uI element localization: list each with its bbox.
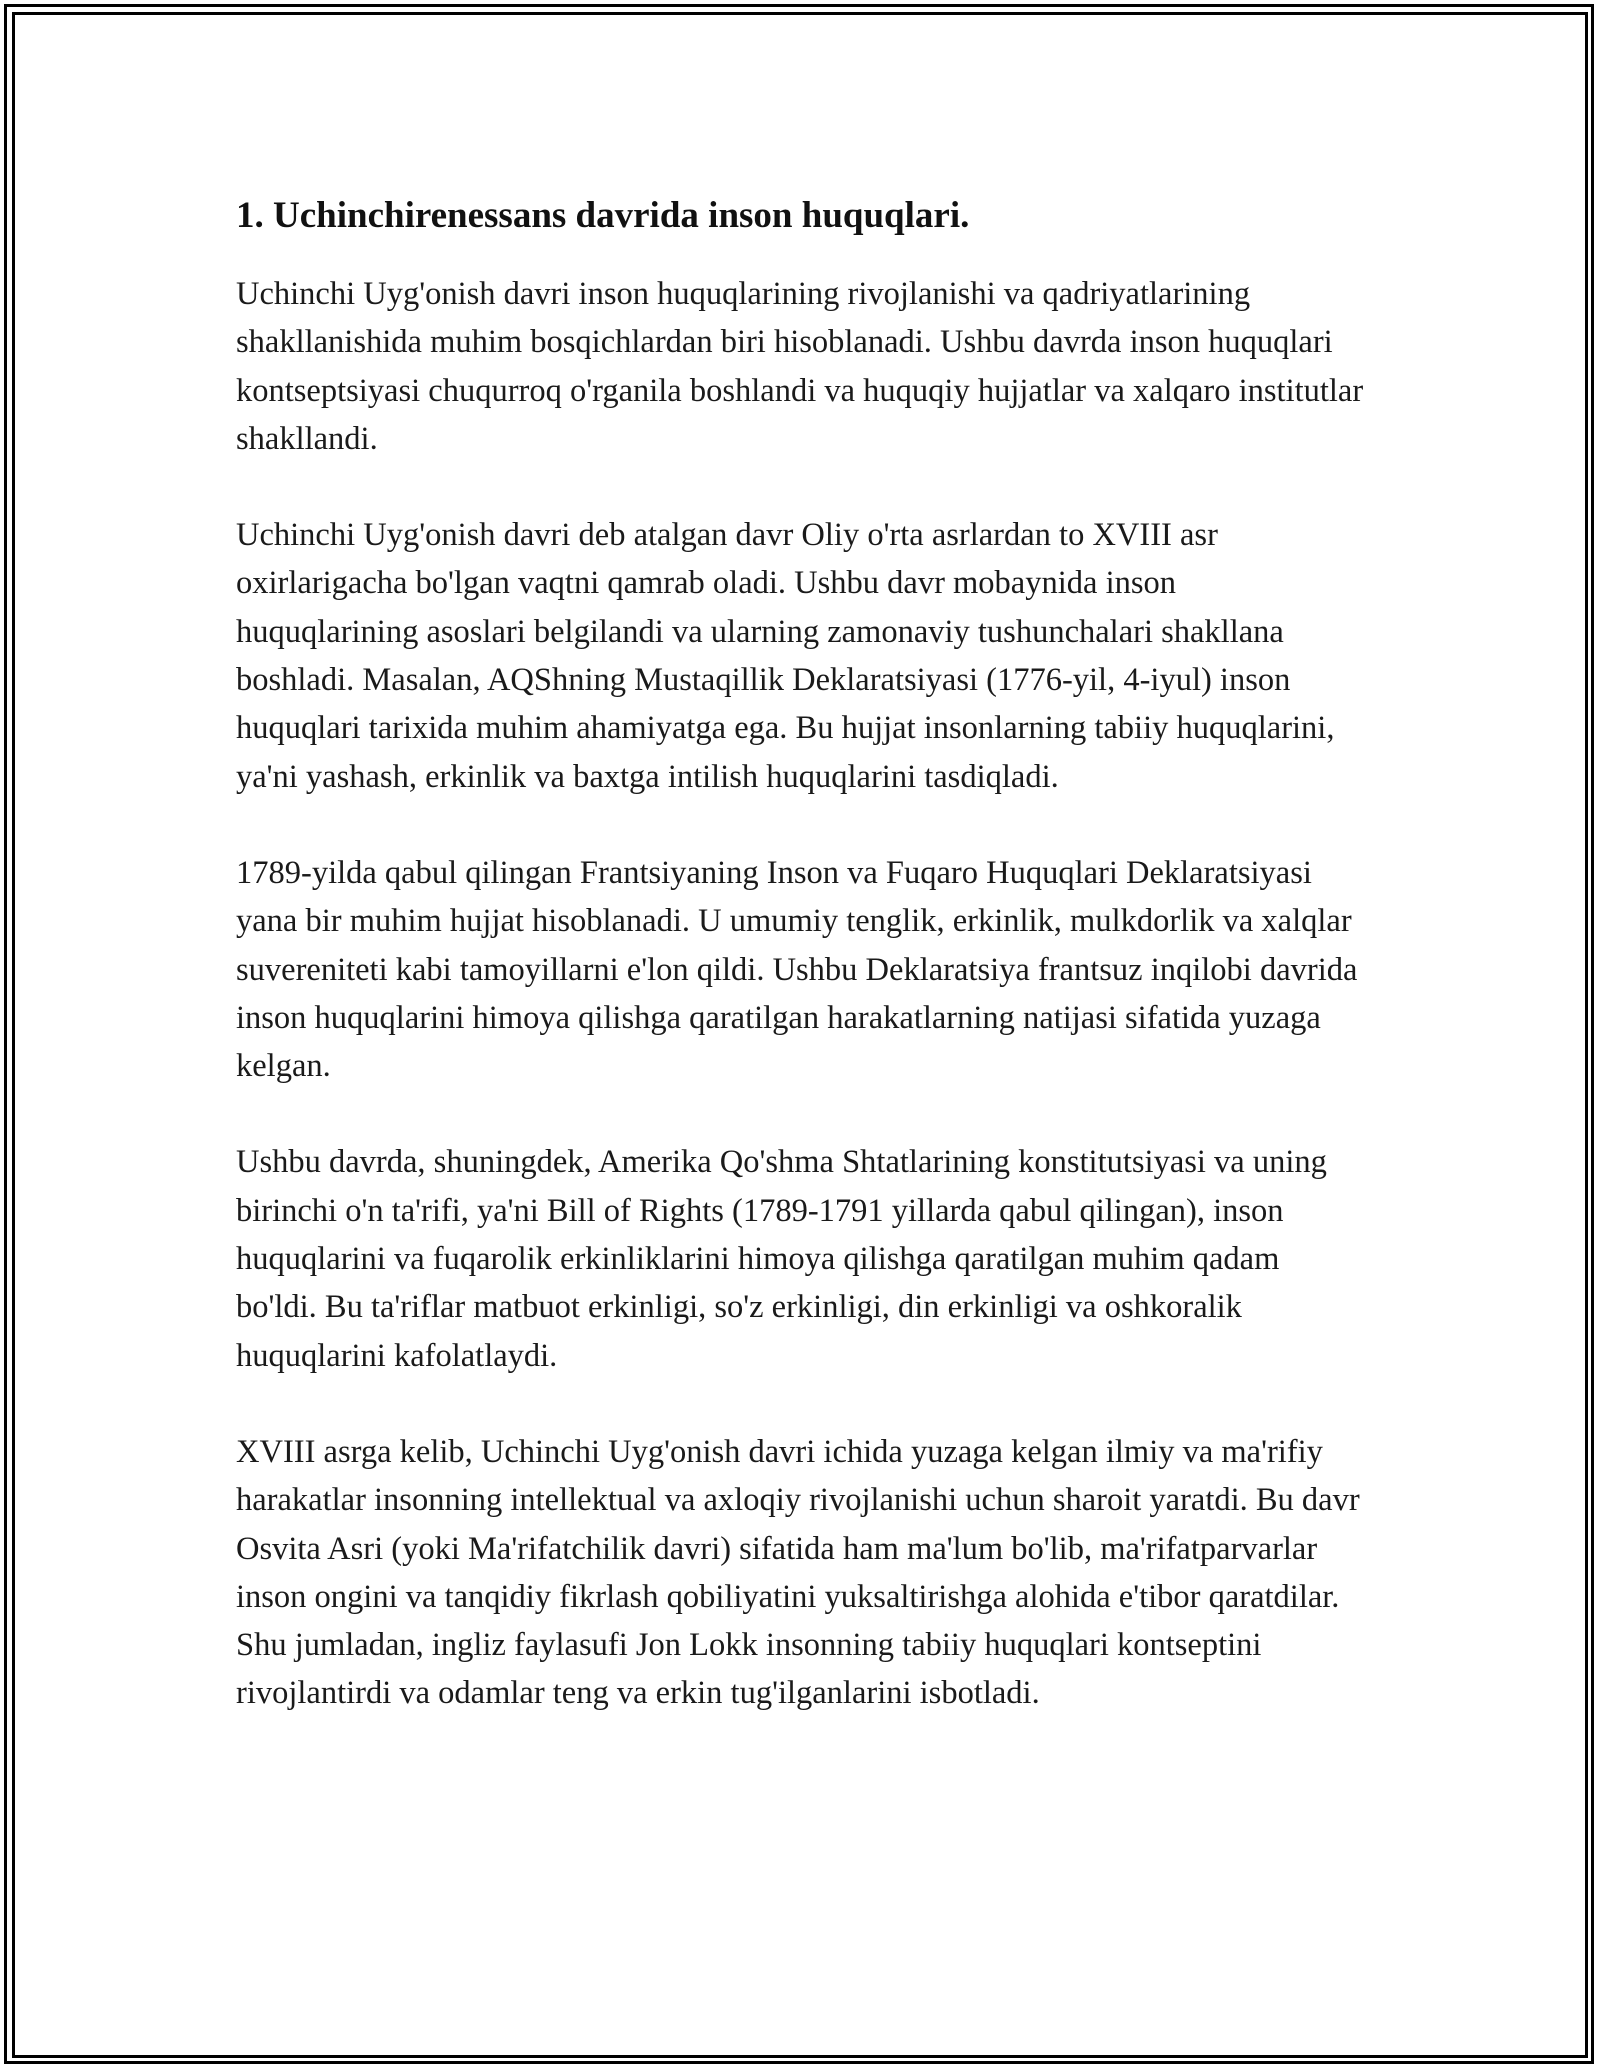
document-body xyxy=(236,188,1366,1766)
paragraph-bill-of-rights: Ushbu davrda, shuningdek, Amerika Qo'shma Shtatlarining konstitutsiyasi va uning birinchi o'n ta'rifi, ya'ni Bill of Rights (1789-1791 yillarda qabul qilingan), inson huquqlarini va fuqarolik erkinliklarini himoya qilishga qaratilgan muhim qadam bo'ldi. Bu ta'riflar matbuot erkinligi, so'z erkinligi, din erkinligi va oshkoralik huquqlarini kafolatlaydi. xyxy=(236,1144,1327,1374)
paragraph-enlightenment: XVIII asrga kelib, Uchinchi Uyg'onish davri ichida yuzaga kelgan ilmiy va ma'rifiy harakatlar insonning intellektual va axloqiy rivojlanishi uchun sharoit yaratdi. Bu davr Osvita Asri (yoki Ma'rifatchilik davri) sifatida ham ma'lum bo'lib, ma'rifatparvarlar inson ongini va tanqidiy fikrlash qobiliyatini yuksaltirishga alohida e'tibor qaratdilar. Shu jumladan, ingliz faylasufi Jon Lokk insonning tabiiy huquqlari kontseptini rivojlantirdi va odamlar teng va erkin tug'ilganlarini isbotladi. xyxy=(236,1433,1360,1712)
document-title: 1. Uchinchirenessans davrida inson huquqlari. xyxy=(236,195,970,236)
paragraph-french-declaration: 1789-yilda qabul qilingan Frantsiyaning Inson va Fuqaro Huquqlari Deklaratsiyasi yana bir muhim hujjat hisoblanadi. U umumiy tenglik, erkinlik, mulkdorlik va xalqlar suvereniteti kabi tamoyillarni e'lon qildi. Ushbu Deklaratsiya frantsuz inqilobi davrida inson huquqlarini himoya qilishga qaratilgan harakatlarning natijasi sifatida yuzaga kelgan. xyxy=(236,854,1358,1085)
paragraph-intro: Uchinchi Uyg'onish davri inson huquqlarining rivojlanishi va qadriyatlarining shakllanishida muhim bosqichlardan biri hisoblanadi. Ushbu davrda inson huquqlari kontseptsiyasi chuqurroq o'rganila boshlandi va huquqiy hujjatlar va xalqaro institutlar shakllandi. xyxy=(236,276,1364,457)
paragraph-period: Uchinchi Uyg'onish davri deb atalgan davr Oliy o'rta asrlardan to XVIII asr oxirlarigacha bo'lgan vaqtni qamrab oladi. Ushbu davr mobaynida inson huquqlarining asoslari belgilandi va ularning zamonaviy tushunchalari shakllana boshladi. Masalan, AQShning Mustaqillik Deklaratsiyasi (1776-yil, 4-iyul) inson huquqlari tarixida muhim ahamiyatga ega. Bu hujjat insonlarning tabiiy huquqlarini, ya'ni yashash, erkinlik va baxtga intilish huquqlarini tasdiqladi. xyxy=(236,517,1335,795)
